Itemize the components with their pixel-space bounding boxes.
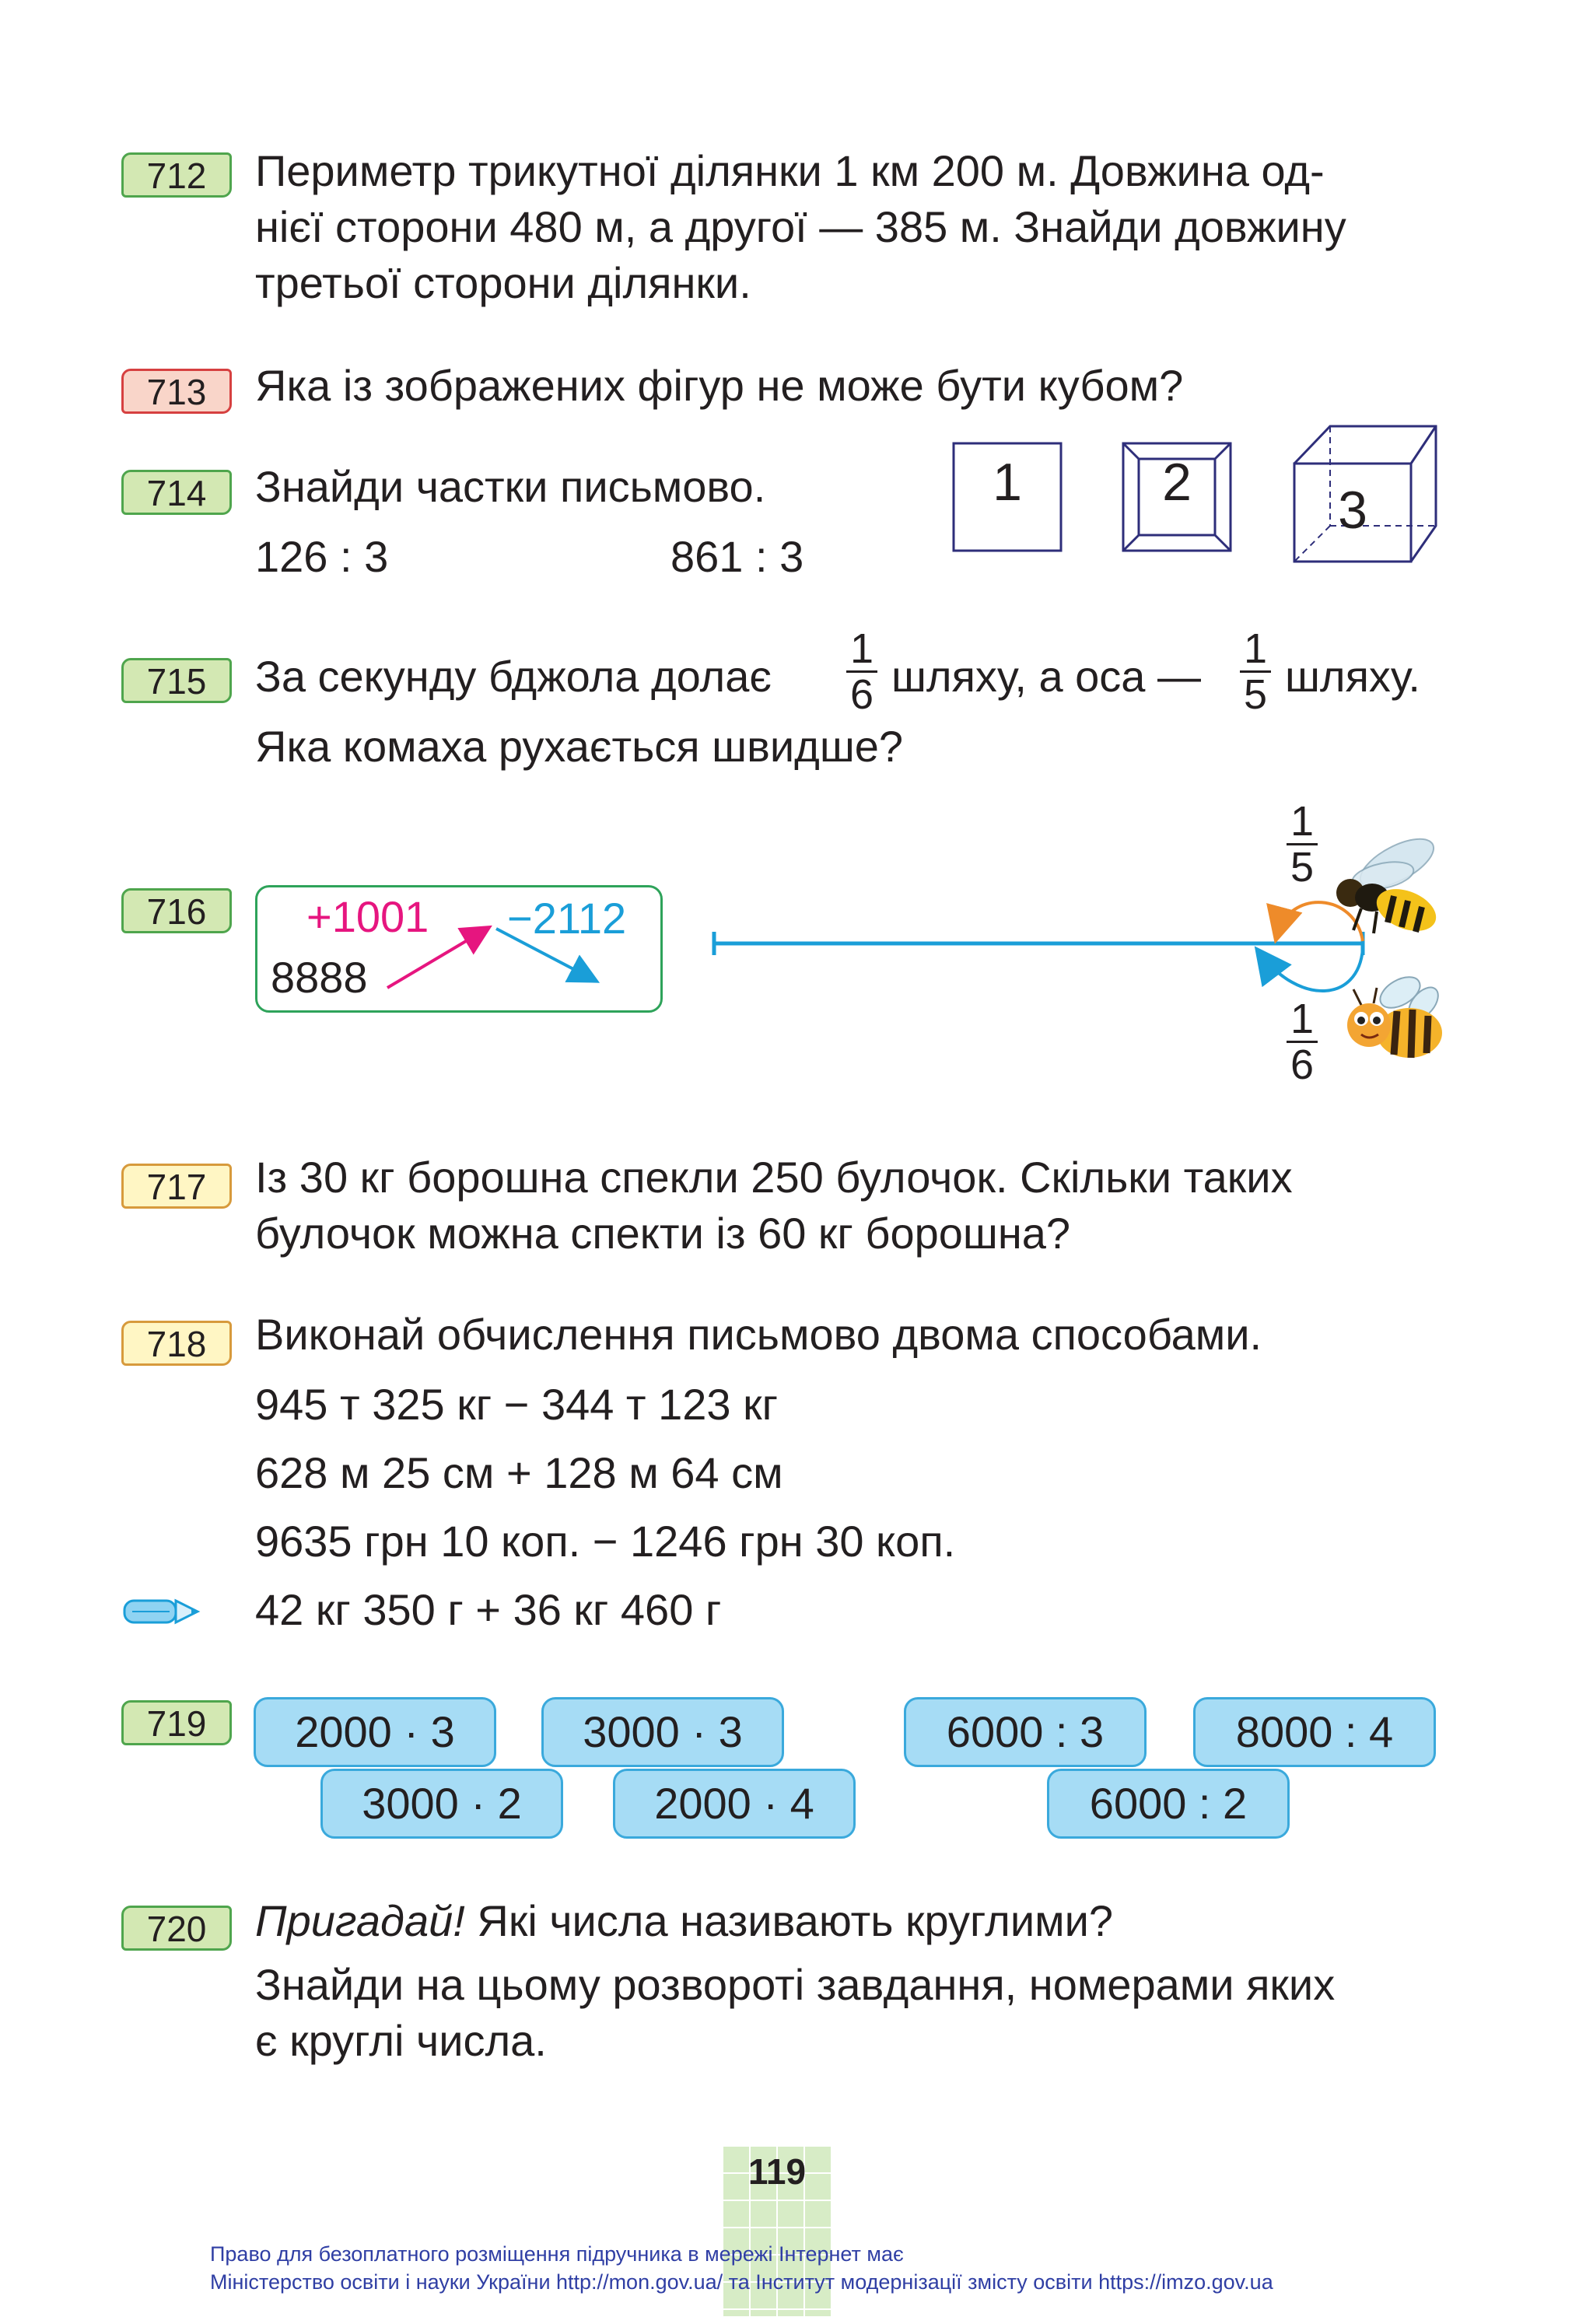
wasp-icon bbox=[1336, 829, 1442, 939]
figure-1-label: 1 bbox=[993, 453, 1022, 512]
task-718-expr-4: 42 кг 350 г + 36 кг 460 г bbox=[255, 1585, 722, 1634]
card-2000-times-3: 2000 · 3 bbox=[254, 1697, 496, 1767]
card-3000-times-3: 3000 · 3 bbox=[541, 1697, 784, 1767]
fraction-numerator: 1 bbox=[1290, 996, 1315, 1042]
task-715-line-2: Яка комаха рухається швидше? bbox=[255, 722, 904, 771]
number-line-scene bbox=[700, 798, 1447, 1112]
wasp-jump-arrow bbox=[1277, 902, 1363, 941]
figure-2-label: 2 bbox=[1162, 453, 1192, 512]
page-number: 119 bbox=[747, 2151, 807, 2192]
fraction-numerator: 1 bbox=[1290, 798, 1315, 845]
wasp-fraction bbox=[1285, 798, 1319, 891]
fraction-numerator: 1 bbox=[849, 625, 874, 672]
task-718-text: Виконай обчислення письмово двома способами. bbox=[255, 1310, 1262, 1359]
task-number-716: 716 bbox=[121, 888, 232, 933]
pencil-icon bbox=[121, 1594, 202, 1629]
task-720-line-3: є круглі числа. bbox=[255, 2016, 547, 2065]
fraction-denominator: 5 bbox=[1243, 671, 1268, 718]
card-2000-times-4: 2000 · 4 bbox=[613, 1769, 856, 1839]
task-715-part-3: шляху. bbox=[1285, 652, 1420, 701]
task-number-715: 715 bbox=[121, 658, 232, 703]
task-720-emphasis: Пригадай! bbox=[255, 1896, 465, 1945]
task-number-719: 719 bbox=[121, 1700, 232, 1745]
task-714-text: Знайди частки письмово. bbox=[255, 462, 766, 511]
task-713-text: Яка із зображених фігур не може бути кубом? bbox=[255, 361, 1184, 410]
figure-3-label: 3 bbox=[1338, 481, 1367, 540]
bee-fraction bbox=[1285, 996, 1319, 1088]
fraction-denominator: 5 bbox=[1290, 844, 1315, 891]
fraction-one-fifth bbox=[1238, 625, 1273, 718]
task-718-expr-1: 945 т 325 кг − 344 т 123 кг bbox=[255, 1380, 779, 1429]
fraction-numerator: 1 bbox=[1243, 625, 1268, 672]
task-720-line-2: Знайди на цьому розвороті завдання, номерами яких bbox=[255, 1960, 1336, 2009]
task-712-line-1: Периметр трикутної ділянки 1 км 200 м. Довжина од- bbox=[255, 146, 1325, 195]
task-717-line-2: булочок можна спекти із 60 кг борошна? bbox=[255, 1209, 1071, 1258]
task-717-line-1: Із 30 кг борошна спекли 250 булочок. Скільки таких bbox=[255, 1153, 1293, 1202]
fraction-one-sixth bbox=[845, 625, 879, 718]
task-714-expr-1: 126 : 3 bbox=[255, 532, 389, 581]
chain-op-minus: −2112 bbox=[507, 894, 627, 943]
number-line bbox=[714, 932, 1363, 955]
fraction-denominator: 6 bbox=[1290, 1041, 1315, 1088]
task-714-expr-2: 861 : 3 bbox=[670, 532, 804, 581]
footer-line-1: Право для безоплатного розміщення підручника в мережі Інтернет має bbox=[210, 2242, 904, 2266]
chain-start-number: 8888 bbox=[271, 953, 368, 1002]
task-number-713: 713 bbox=[121, 369, 232, 414]
task-number-712: 712 bbox=[121, 152, 232, 198]
card-8000-div-4: 8000 : 4 bbox=[1193, 1697, 1436, 1767]
task-number-720: 720 bbox=[121, 1906, 232, 1951]
footer-line-2: Міністерство освіти і науки України http://mon.gov.ua/ та Інститут модернізації змісту освіти https://imzo.gov.ua bbox=[210, 2270, 1273, 2294]
task-712-line-3: третьої сторони ділянки. bbox=[255, 258, 751, 307]
card-6000-div-2: 6000 : 2 bbox=[1047, 1769, 1290, 1839]
fraction-denominator: 6 bbox=[849, 671, 874, 718]
task-715-part-2: шляху, а оса — bbox=[891, 652, 1201, 701]
bee-icon bbox=[1347, 971, 1444, 1058]
bee-jump-arrow bbox=[1260, 949, 1363, 991]
task-720-line-1 bbox=[255, 1893, 1113, 1949]
task-718-expr-3: 9635 грн 10 коп. − 1246 грн 30 коп. bbox=[255, 1517, 956, 1566]
card-3000-times-2: 3000 · 2 bbox=[320, 1769, 563, 1839]
task-718-expr-2: 628 м 25 см + 128 м 64 см bbox=[255, 1448, 783, 1497]
task-number-718: 718 bbox=[121, 1321, 232, 1366]
task-720-question: Які числа називають круглими? bbox=[477, 1896, 1114, 1945]
task-715-part-1: За секунду бджола долає bbox=[255, 652, 772, 701]
chain-op-plus: +1001 bbox=[306, 892, 429, 941]
card-6000-div-3: 6000 : 3 bbox=[904, 1697, 1147, 1767]
task-number-717: 717 bbox=[121, 1164, 232, 1209]
task-number-714: 714 bbox=[121, 470, 232, 515]
task-712-line-2: нієї сторони 480 м, а другої — 385 м. Знайди довжину bbox=[255, 202, 1346, 251]
